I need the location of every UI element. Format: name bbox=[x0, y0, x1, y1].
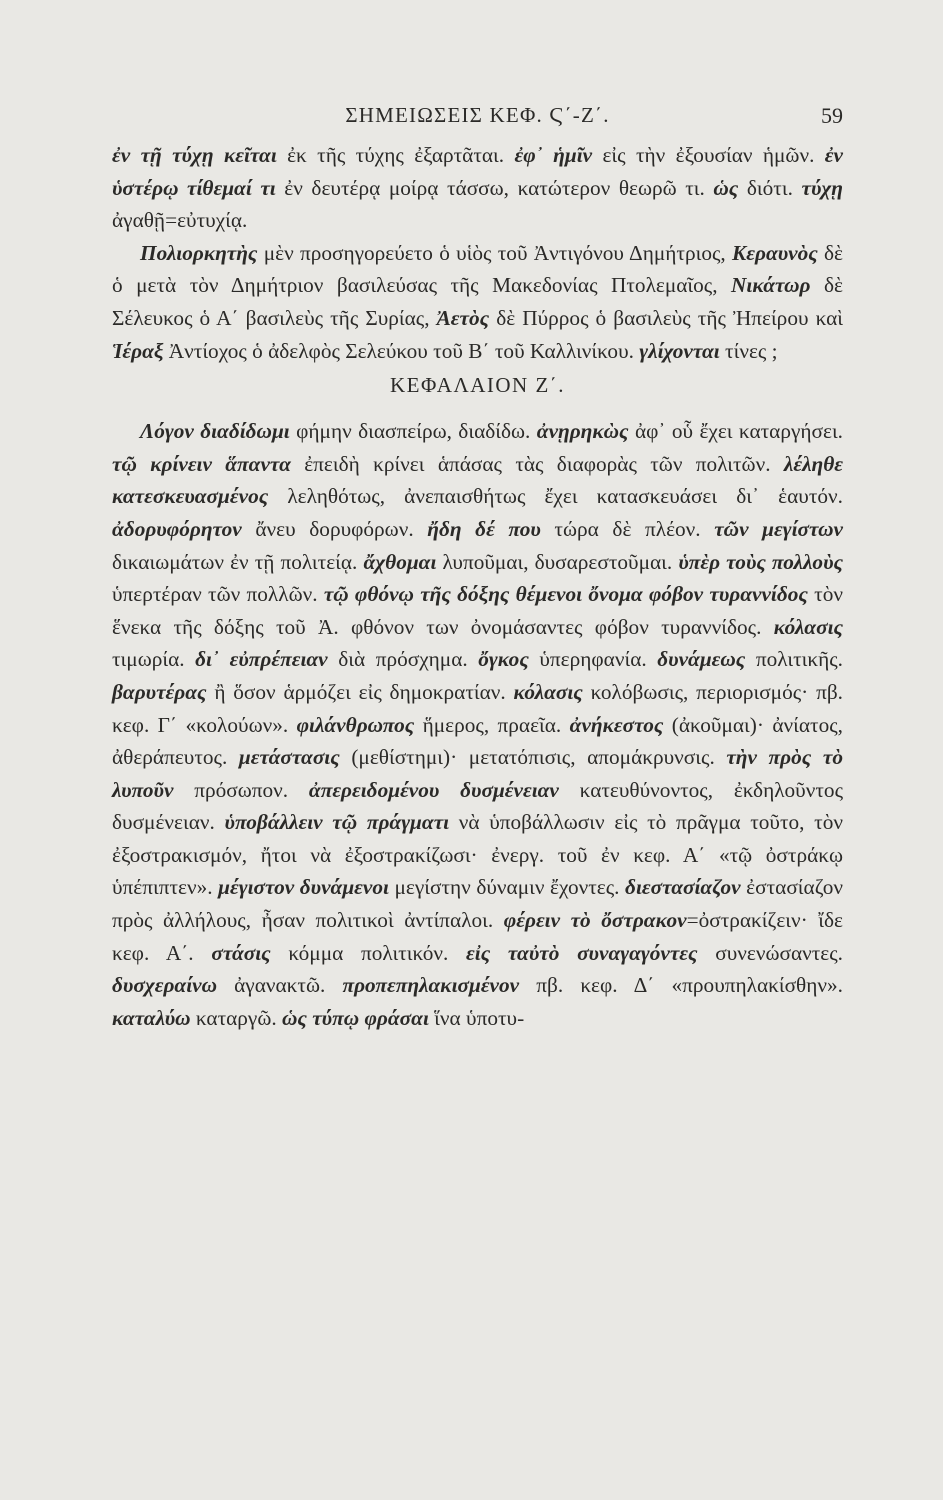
lemma: Ἱέραξ bbox=[112, 338, 164, 363]
lemma: εἰς ταὐτὸ συναγαγόντες bbox=[466, 940, 698, 965]
gloss: Ἀντίοχος ὁ ἀδελφὸς Σελεύκου τοῦ Β΄ τοῦ Καλλινίκου. bbox=[163, 338, 640, 363]
gloss: διὰ πρόσχημα. bbox=[327, 647, 479, 672]
gloss: δὲ Σέλευκος ὁ Α΄ βασιλεὺς τῆς Συρίας, bbox=[112, 273, 843, 330]
lemma: δι᾽ εὐπρέπειαν bbox=[195, 647, 328, 672]
lemma: φιλάνθρωπος bbox=[296, 712, 415, 737]
paragraph-1 bbox=[112, 139, 843, 237]
lemma: ἀνῃρηκὼς bbox=[536, 419, 629, 444]
gloss: (ἀκοῦμαι)· ἀνίατος, ἀθεράπευτος. bbox=[112, 712, 843, 770]
lemma: τύχῃ bbox=[801, 175, 843, 200]
gloss: λεληθότως, ἀνεπαισθήτως ἔχει κατασκευάσει δι᾽ ἑαυτόν. bbox=[268, 484, 843, 509]
lemma: ἐφ᾽ ἡμῖν bbox=[514, 143, 593, 167]
lemma: ὑποβάλλειν τῷ πράγματι bbox=[224, 810, 450, 835]
lemma: κόλασις bbox=[513, 679, 583, 704]
lemma: καταλύω bbox=[112, 1005, 191, 1030]
lemma: τὴν πρὸς τὸ λυποῦν bbox=[112, 745, 843, 802]
lemma: φέρειν τὸ ὄστρακον bbox=[503, 908, 687, 933]
chapter-title: ΚΕΦΑΛΑΙΟΝ Ζ΄. bbox=[389, 373, 566, 398]
gloss: τώρα δὲ πλέον. bbox=[540, 516, 715, 541]
lemma: τῶν μεγίστων bbox=[714, 516, 843, 541]
gloss: ἵνα ὑποτυ- bbox=[428, 1005, 525, 1030]
gloss: καταργῶ. bbox=[190, 1005, 283, 1030]
gloss: κατευθύνοντος, ἐκδηλοῦντος δυσμένειαν. bbox=[112, 777, 843, 835]
gloss: λυποῦμαι, δυσαρεστοῦμαι. bbox=[436, 549, 679, 574]
lemma: ἀνήκεστος bbox=[569, 712, 664, 737]
lemma: μέγιστον δυνάμενοι bbox=[218, 875, 389, 900]
lemma: ὑπὲρ τοὺς πολλοὺς bbox=[678, 549, 843, 574]
gloss: ὑπερηφανία. bbox=[528, 647, 658, 672]
gloss: διότι. bbox=[738, 175, 802, 200]
lemma: γλίχονται bbox=[639, 338, 720, 363]
lemma: ἤδη δέ που bbox=[427, 516, 541, 541]
gloss: ἀγανακτῶ. bbox=[216, 973, 343, 998]
lemma: Νικάτωρ bbox=[731, 273, 811, 298]
gloss: ἀγαθῇ=εὐτυχίᾳ. bbox=[112, 208, 248, 233]
gloss: =ὀστρακίζειν· ἴδε κεφ. Α΄. bbox=[112, 908, 843, 965]
gloss: δὲ Πύρρος ὁ βασιλεὺς τῆς Ἠπείρου καὶ bbox=[489, 305, 843, 330]
gloss: τὸν ἕνεκα τῆς δόξης τοῦ Ἀ. φθόνον των ὀνομάσαντες φόβον τυραννίδος. bbox=[112, 582, 843, 639]
lemma: Πολιορκητὴς bbox=[140, 240, 258, 265]
lemma: βαρυτέρας bbox=[112, 679, 207, 704]
gloss: φήμην διασπείρω, διαδίδω. bbox=[289, 419, 537, 444]
gloss: ἐκ τῆς τύχης ἐξαρτᾶται. bbox=[276, 143, 515, 167]
lemma: προπεπηλακισμένον bbox=[342, 973, 520, 998]
lemma: Κεραυνὸς bbox=[732, 240, 818, 265]
lemma: ὡς τύπῳ φράσαι bbox=[282, 1005, 429, 1030]
gloss: δὲ ὁ μετὰ τὸν Δημήτριον βασιλεύσας τῆς Μακεδονίας Πτολεμαῖος, bbox=[112, 240, 843, 298]
paragraph-2 bbox=[112, 237, 843, 367]
gloss: πβ. κεφ. Δ΄ «προυπηλακίσθην». bbox=[519, 973, 844, 998]
gloss: τιμωρία. bbox=[112, 647, 196, 672]
gloss: ἄνευ δορυφόρων. bbox=[241, 516, 428, 541]
lemma: Λόγον διαδίδωμι bbox=[140, 419, 290, 444]
gloss: μὲν προσηγορεύετο ὁ υἱὸς τοῦ Ἀντιγόνου Δημήτριος, bbox=[257, 240, 733, 265]
gloss: μεγίστην δύναμιν ἔχοντες. bbox=[388, 875, 626, 900]
gloss: συνενώσαντες. bbox=[697, 940, 843, 965]
page-number: 59 bbox=[821, 103, 843, 128]
gloss: εἰς τὴν ἐξουσίαν ἡμῶν. bbox=[592, 143, 825, 167]
gloss: πολιτικῆς. bbox=[745, 647, 843, 672]
running-head: ΣΗΜΕΙΩΣΕΙΣ ΚΕΦ. Ϛ΄-Ζ΄. bbox=[345, 103, 610, 127]
page-header bbox=[112, 103, 843, 139]
gloss: δικαιωμάτων ἐν τῇ πολιτείᾳ. bbox=[112, 549, 364, 574]
lemma: ἀπερειδομένου δυσμένειαν bbox=[308, 777, 559, 802]
gloss: νὰ ὑποβάλλωσιν εἰς τὸ πρᾶγμα τοῦτο, τὸν ἐξοστρακισμόν, ἤτοι νὰ ἐξοστρακίζωσι· ἐνεργ. τοῦ ἐν κεφ. Α΄ «τῷ ὀστράκῳ ὑπέπιπτεν». bbox=[112, 810, 843, 900]
gloss: ἥμερος, πραεῖα. bbox=[414, 712, 570, 737]
lemma: ἐν ὑστέρῳ τίθεμαί τι bbox=[112, 143, 843, 200]
paragraph-3 bbox=[112, 415, 843, 1034]
main-text bbox=[112, 139, 843, 1034]
gloss: ἐπειδὴ κρίνει ἁπάσας τὰς διαφορὰς τῶν πολιτῶν. bbox=[290, 451, 784, 476]
gloss: ἢ ὅσον ἁρμόζει εἰς δημοκρατίαν. bbox=[206, 679, 514, 704]
lemma: μετάστασις bbox=[238, 745, 340, 770]
lemma: λέληθε κατεσκευασμένος bbox=[112, 451, 843, 509]
lemma: Ἀετὸς bbox=[436, 305, 490, 330]
lemma: δυνάμεως bbox=[657, 647, 746, 672]
lemma: δυσχεραίνω bbox=[112, 973, 217, 998]
lemma: ὡς bbox=[713, 175, 739, 200]
lemma: κόλασις bbox=[773, 614, 843, 639]
gloss: ἐν δευτέρᾳ μοίρᾳ τάσσω, κατώτερον θεωρῶ τι. bbox=[275, 175, 714, 200]
gloss: κόμμα πολιτικόν. bbox=[270, 940, 467, 965]
lemma: τῷ φθόνῳ τῆς δόξης θέμενοι ὄνομα φόβον τυραννίδος bbox=[323, 582, 808, 607]
gloss: πρόσωπον. bbox=[173, 777, 309, 802]
lemma: στάσις bbox=[211, 940, 271, 965]
gloss: ἀφ᾽ οὗ ἔχει καταργήσει. bbox=[628, 419, 843, 444]
lemma: ὄγκος bbox=[478, 647, 529, 672]
lemma: ἐν τῇ τύχῃ κεῖται bbox=[112, 143, 277, 167]
gloss: (μεθίστημι)· μετατόπισις, απομάκρυνσις. bbox=[339, 745, 727, 770]
lemma: ἀδορυφόρητον bbox=[112, 516, 242, 541]
lemma: διεστασίαζον bbox=[625, 875, 741, 900]
gloss: ἐστασίαζον πρὸς ἀλλήλους, ἦσαν πολιτικοὶ ἀντίπαλοι. bbox=[112, 875, 843, 933]
lemma: ἄχθομαι bbox=[363, 549, 437, 574]
gloss: τίνες ; bbox=[719, 338, 778, 363]
gloss: κολόβωσις, περιορισμός· πβ. κεφ. Γ΄ «κολούων». bbox=[112, 679, 843, 737]
gloss: ὑπερτέραν τῶν πολλῶν. bbox=[112, 582, 324, 607]
lemma: τῷ κρίνειν ἅπαντα bbox=[112, 451, 291, 476]
